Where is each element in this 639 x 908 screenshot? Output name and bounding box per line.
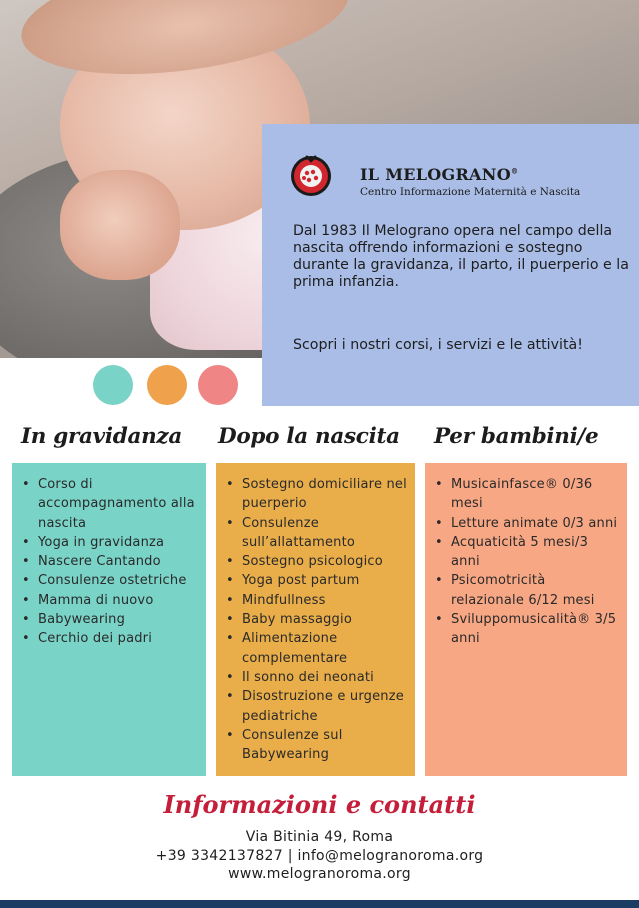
pregnancy-services-list (12, 463, 206, 776)
list-item: • Musicainfasce® 0/36 mesi (451, 475, 619, 514)
list-item: • Sviluppomusicalità® 3/5 anni (451, 610, 619, 649)
decor-dot-salmon (198, 365, 238, 405)
list-item: • Babywearing (38, 610, 198, 629)
contact-website-link[interactable]: www.melogranoroma.org (228, 866, 411, 882)
list-item: • Yoga in gravidanza (38, 533, 198, 552)
photo-baby-hand (60, 170, 180, 280)
after-birth-services-list (216, 463, 415, 776)
pomegranate-logo-icon (288, 152, 334, 198)
list-item: • Mindfullness (242, 591, 407, 610)
children-services-list (425, 463, 627, 776)
list-item: • Alimentazione complementare (242, 629, 407, 668)
list-item: • Cerchio dei padri (38, 629, 198, 648)
column-title-children: Per bambini/e (434, 424, 599, 449)
list-item: • Il sonno dei neonati (242, 668, 407, 687)
contact-address: Via Bitinia 49, Roma (245, 829, 394, 845)
brand-tagline: Centro Informazione Maternità e Nascita (360, 186, 581, 198)
decor-dot-orange (147, 365, 187, 405)
contact-phone-email[interactable]: +39 3342137827 | info@melogranoroma.org (155, 848, 484, 864)
list-item: • Consulenze sull’allattamento (242, 514, 407, 553)
list-item: • Consulenze sul Babywearing (242, 726, 407, 765)
list-item: • Acquaticità 5 mesi/3 anni (451, 533, 619, 572)
list-item: • Baby massaggio (242, 610, 407, 629)
list-item: • Letture animate 0/3 anni (451, 514, 619, 533)
brand-name-text: IL MELOGRANO (360, 165, 511, 184)
bottom-bar (0, 900, 639, 908)
list-item: • Nascere Cantando (38, 552, 198, 571)
column-title-pregnancy: In gravidanza (21, 424, 182, 449)
decor-dot-teal (93, 365, 133, 405)
list-item: • Mamma di nuovo (38, 591, 198, 610)
intro-cta: Scopri i nostri corsi, i servizi e le attività! (293, 337, 583, 353)
list-item: • Sostegno domiciliare nel puerperio (242, 475, 407, 514)
list-item: • Consulenze ostetriche (38, 571, 198, 590)
list-item: • Disostruzione e urgenze pediatriche (242, 687, 407, 726)
column-title-after-birth: Dopo la nascita (218, 424, 400, 449)
brand-name (360, 165, 518, 184)
list-item: • Psicomotricità relazionale 6/12 mesi (451, 571, 619, 610)
list-item: • Corso di accompagnamento alla nascita (38, 475, 198, 533)
list-item: • Sostegno psicologico (242, 552, 407, 571)
intro-text: Dal 1983 Il Melograno opera nel campo della nascita offrendo informazioni e sostegno durante la gravidanza, il parto, il puerperio e la prima infanzia. (293, 223, 629, 290)
list-item: • Yoga post partum (242, 571, 407, 590)
brand-registered-mark: ® (510, 166, 519, 176)
contacts-title: Informazioni e contatti (163, 790, 476, 819)
